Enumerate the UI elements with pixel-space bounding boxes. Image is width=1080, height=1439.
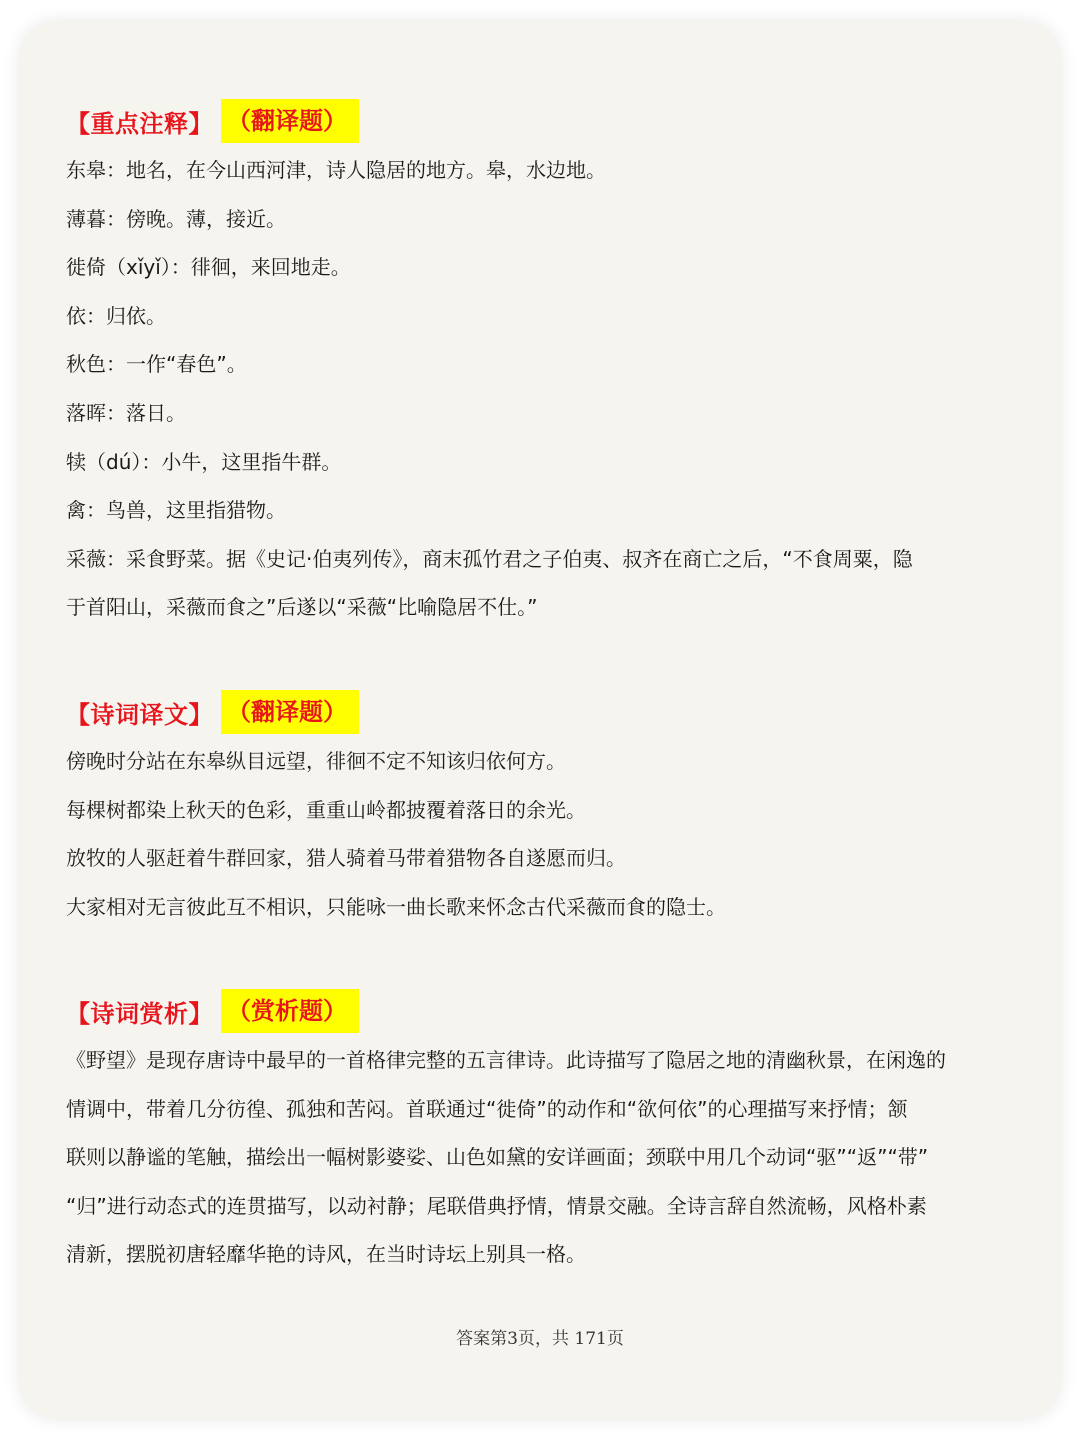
appreciation-line: 情调中，带着几分彷徨、孤独和苦闷。首联通过“徙倚”的动作和“欲何依”的心理描写来抒情；颔 xyxy=(66,1096,908,1121)
translation-title: 【诗词译文】 xyxy=(66,700,213,729)
appreciation-title: 【诗词赏析】 xyxy=(66,999,213,1028)
translation-line: 傍晚时分站在东皋纵目远望，徘徊不定不知该归依何方。 xyxy=(66,749,566,773)
notes-title: 【重点注释】 xyxy=(66,109,213,138)
note-line: 依：归依。 xyxy=(66,303,166,328)
translation-tag: （翻译题） xyxy=(221,690,359,734)
note-line: 东皋：地名，在今山西河津，诗人隐居的地方。皋，水边地。 xyxy=(66,158,606,182)
appreciation-line: 《野望》是现存唐诗中最早的一首格律完整的五言律诗。此诗描写了隐居之地的清幽秋景，在闲逸的 xyxy=(66,1048,946,1072)
note-line: 薄暮：傍晚。薄，接近。 xyxy=(66,206,286,231)
notes-tag: （翻译题） xyxy=(221,99,359,143)
appreciation-heading xyxy=(66,989,1026,1033)
translation-line: 放牧的人驱赶着牛群回家，猎人骑着马带着猎物各自遂愿而归。 xyxy=(66,846,626,871)
appreciation-tag: （赏析题） xyxy=(221,989,359,1033)
translation-line: 大家相对无言彼此互不相识，只能咏一曲长歌来怀念古代采薇而食的隐士。 xyxy=(66,894,726,919)
translation-line: 每棵树都染上秋天的色彩，重重山岭都披覆着落日的余光。 xyxy=(66,797,586,822)
note-line: 徙倚（xǐyǐ）：徘徊，来回地走。 xyxy=(66,255,351,280)
note-line: 于首阳山，采薇而食之”后遂以“采薇“比喻隐居不仕。” xyxy=(66,595,538,620)
page-number-footer: 答案第3页，共 171页 xyxy=(456,1329,624,1349)
appreciation-line: “归”进行动态式的连贯描写，以动衬静；尾联借典抒情，情景交融。全诗言辞自然流畅，风格朴素 xyxy=(66,1193,927,1218)
note-line: 犊（dú）：小牛，这里指牛群。 xyxy=(66,449,342,474)
answer-page xyxy=(20,22,1060,1418)
appreciation-line: 清新，摆脱初唐轻靡华艳的诗风，在当时诗坛上别具一格。 xyxy=(66,1242,586,1267)
note-line: 采薇：采食野菜。据《史记·伯夷列传》，商末孤竹君之子伯夷、叔齐在商亡之后，“不食周粟，隐 xyxy=(66,546,913,571)
translation-heading xyxy=(66,690,1026,734)
note-line: 禽：鸟兽，这里指猎物。 xyxy=(66,498,286,523)
notes-section xyxy=(66,99,1026,622)
note-line: 秋色：一作“春色”。 xyxy=(66,352,247,377)
note-line: 落晖：落日。 xyxy=(66,400,186,425)
translation-section xyxy=(66,690,1026,922)
notes-heading xyxy=(66,99,1026,143)
appreciation-section xyxy=(66,989,1026,1269)
appreciation-line: 联则以静谧的笔触，描绘出一幅树影婆娑、山色如黛的安详画面；颈联中用几个动词“驱”“返”“带” xyxy=(66,1145,929,1170)
